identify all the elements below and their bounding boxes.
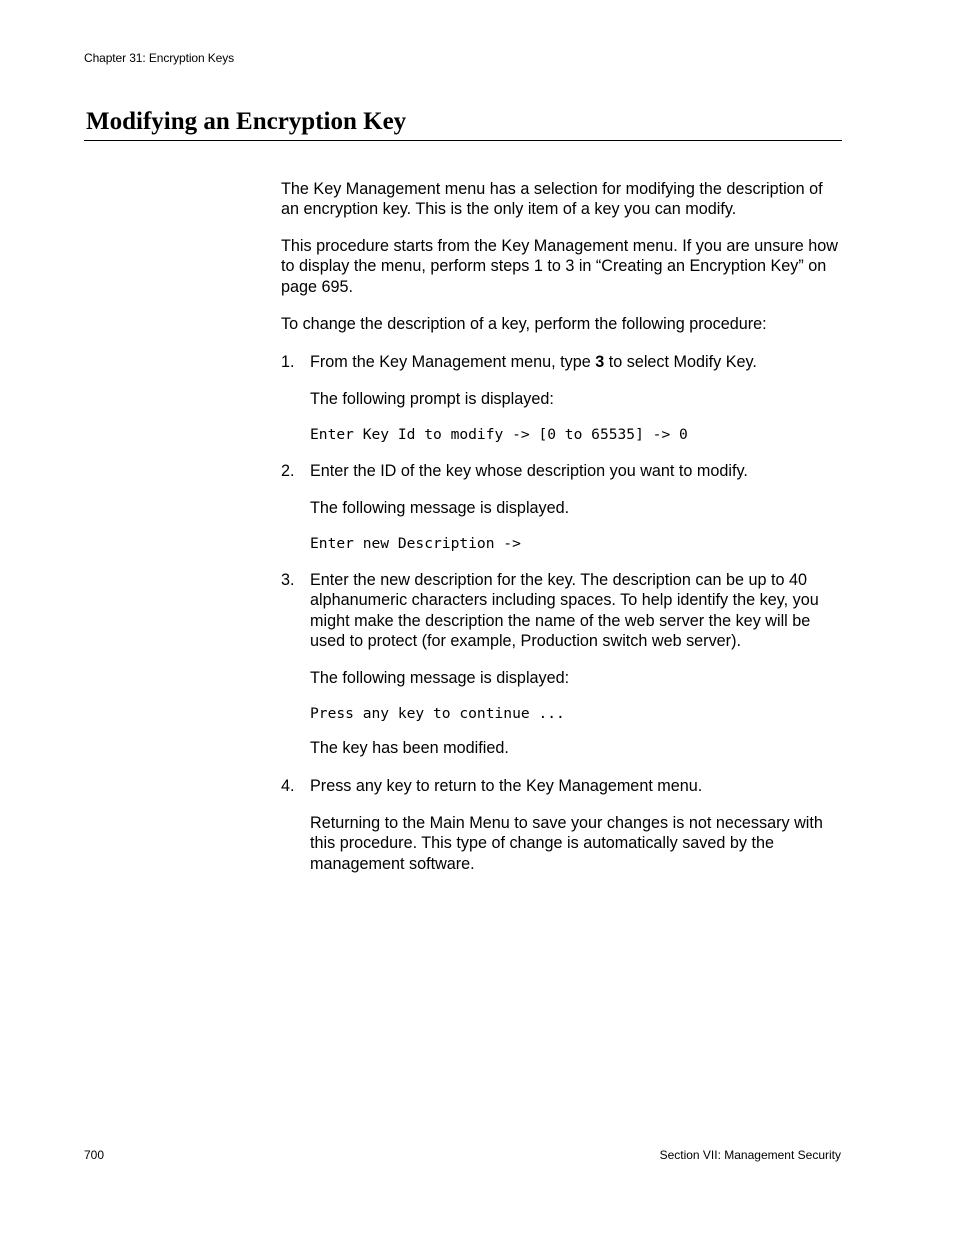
intro-paragraph-3: To change the description of a key, perform the following procedure: [281, 315, 767, 333]
step-number: 2. [281, 462, 295, 480]
step-text-part: to select Modify Key. [604, 353, 757, 371]
step-3-note: The following message is displayed: [310, 669, 570, 687]
step-3-code: Press any key to continue ... [310, 705, 565, 722]
step-1-code: Enter Key Id to modify -> [0 to 65535] -> 0 [310, 426, 688, 443]
intro-paragraph-2: This procedure starts from the Key Management menu. If you are unsure how to display the menu, perform steps 1 to 3 in “Creating an Encryption Key” on page 695. [281, 237, 838, 296]
step-text-bold: 3 [595, 353, 605, 371]
step-2-note: The following message is displayed. [310, 499, 570, 517]
running-footer-section: Section VII: Management Security [659, 1148, 841, 1162]
page-title: Modifying an Encryption Key [86, 108, 407, 135]
step-number: 4. [281, 777, 295, 795]
step-text-part: From the Key Management menu, type [310, 353, 596, 371]
step-text [310, 352, 842, 372]
intro-paragraph-1: The Key Management menu has a selection for modifying the description of an encryption key. This is the only item of a key you can modify. [281, 180, 823, 219]
step-4-note: Returning to the Main Menu to save your changes is not necessary with this procedure. This type of change is automatically saved by the management software. [310, 814, 823, 873]
step-text: Enter the new description for the key. The description can be up to 40 alphanumeric characters including spaces. To help identify the key, you might make the description the name of the web server the key will be used to protect (for example, Production switch web server). [310, 571, 819, 650]
step-number: 1. [281, 353, 295, 371]
step-3-result: The key has been modified. [310, 739, 509, 757]
running-header-chapter: Chapter 31: Encryption Keys [84, 51, 235, 65]
page-number: 700 [84, 1148, 105, 1162]
step-text: Press any key to return to the Key Management menu. [310, 777, 703, 795]
step-text: Enter the ID of the key whose description you want to modify. [310, 462, 748, 480]
step-1-note: The following prompt is displayed: [310, 390, 554, 408]
step-2-code: Enter new Description -> [310, 535, 521, 552]
title-rule [84, 140, 842, 141]
step-number: 3. [281, 571, 295, 589]
